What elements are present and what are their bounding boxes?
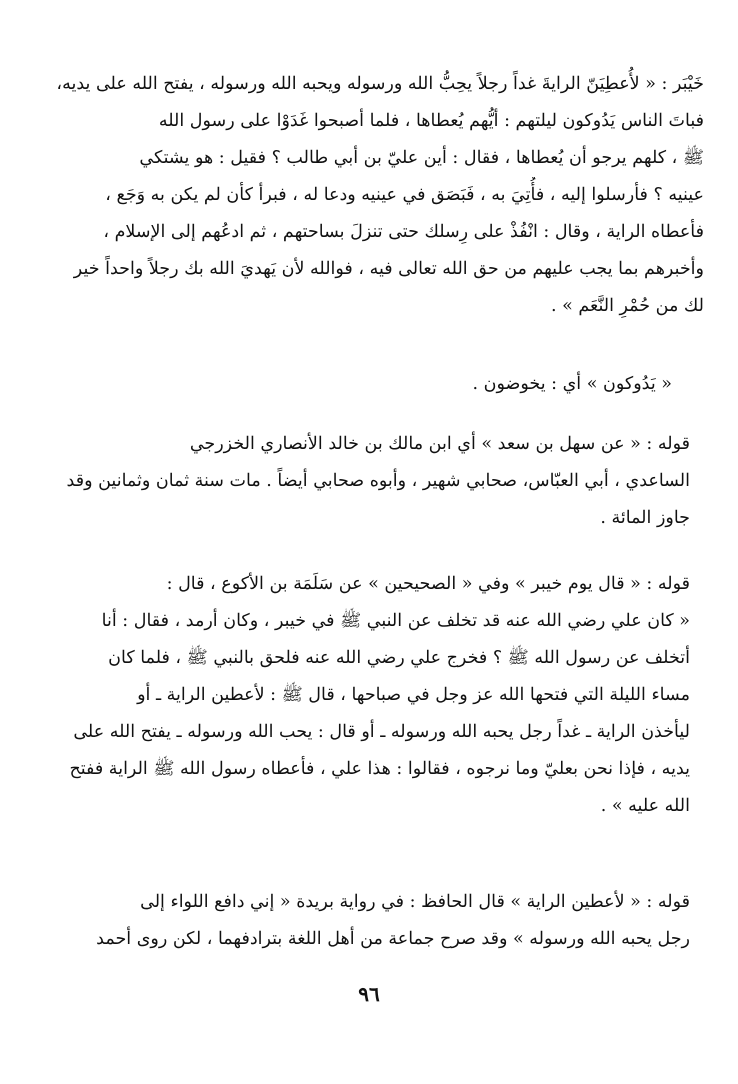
text-line: قوله : « قال يوم خيبر » وفي « الصحيحين » عن سَلَمَة بن الأكوع ، قال : xyxy=(166,574,690,594)
paragraph-khaybar-hadith xyxy=(48,66,704,325)
text-line: جاوز المائة . xyxy=(600,508,690,528)
text-line: الله عليه » . xyxy=(600,796,690,816)
text-line: قوله : « لأعطين الراية » قال الحافظ : في رواية بريدة « إني دافع اللواء إلى xyxy=(140,892,690,912)
text-line: يديه ، فإذا نحن بعليّ وما نرجوه ، فقالوا : هذا علي ، فأعطاه رسول الله ﷺ الراية ففتح xyxy=(69,759,690,779)
text-line: ليأخذن الراية ـ غداً رجل يحبه الله ورسوله ـ أو قال : يحب الله ورسوله ـ يفتح الله على xyxy=(73,722,690,742)
text-line: الساعدي ، أبي العبّاس، صحابي شهير ، وأبوه صحابي أيضاً . مات سنة ثمان وثمانين وقد xyxy=(66,471,690,491)
text-line: ﷺ ، كلهم يرجو أن يُعطاها ، فقال : أين عليّ بن أبي طالب ؟ فقيل : هو يشتكي xyxy=(139,148,704,168)
text-line: لك من حُمْرِ النَّعَم » . xyxy=(550,296,704,316)
text-line: وأخبرهم بما يجب عليهم من حق الله تعالى فيه ، فوالله لأن يَهديَ الله بك رجلاً واحداً خير xyxy=(73,259,704,279)
text-line: فباتَ الناس يَدُوكون ليلتهم : أيُّهم يُعطاها ، فلما أصبحوا غَدَوْا على رسول الله xyxy=(158,111,704,131)
text-line: « كان علي رضي الله عنه قد تخلف عن النبي ﷺ في خيبر ، وكان أرمد ، فقال : أنا xyxy=(101,611,690,631)
text-line: قوله : « عن سهل بن سعد » أي ابن مالك بن خالد الأنصاري الخزرجي xyxy=(189,434,690,454)
text-line: مساء الليلة التي فتحها الله عز وجل في صباحها ، قال ﷺ : لأعطين الراية ـ أو xyxy=(137,685,690,705)
paragraph-banner-commentary xyxy=(48,884,690,958)
paragraph-sahl-ibn-saad xyxy=(48,426,690,537)
text-line: عينيه ؟ فأرسلوا إليه ، فأُتِيَ به ، فَبَصَق في عينيه ودعا له ، فبرأ كأن لم يكن به وَجَع ، xyxy=(105,185,704,205)
text-line: أتخلف عن رسول الله ﷺ ؟ فخرج علي رضي الله عنه فلحق بالنبي ﷺ ، فلما كان xyxy=(108,648,690,668)
text-line: خَيْبَر : « لأُعطِيَنّ الرايةَ غداً رجلاً يحِبُّ الله ورسوله ويحبه الله ورسوله ، يفتح الله على يديه، xyxy=(56,74,704,94)
page-number: ٩٦ xyxy=(358,982,380,1006)
text-line: « يَدُوكون » أي : يخوضون . xyxy=(472,374,672,394)
text-line: فأعطاه الراية ، وقال : انْفُذْ على رِسلك حتى تنزلَ بساحتهم ، ثم ادعُهم إلى الإسلام ، xyxy=(103,222,704,242)
paragraph-yadukun-gloss xyxy=(48,366,672,403)
text-line: رجل يحبه الله ورسوله » وقد صرح جماعة من أهل اللغة بترادفهما ، لكن روى أحمد xyxy=(96,929,690,949)
paragraph-day-of-khaybar xyxy=(48,566,690,825)
